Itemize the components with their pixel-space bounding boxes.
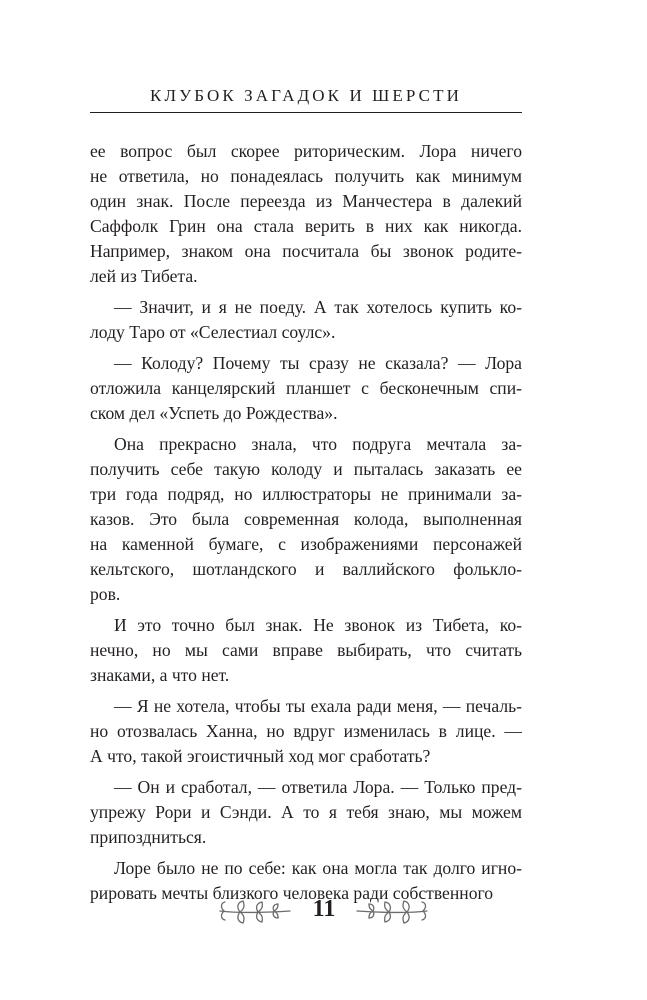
text-line: — Я не хотела, чтобы ты ехала ради меня, — печаль-	[114, 696, 522, 716]
text-line: ров.	[90, 584, 121, 604]
text-line: казов. Это была современная колода, выполненная	[90, 509, 522, 529]
text-line: — Колоду? Почему ты сразу не сказала? — Лора	[114, 353, 522, 373]
leaf-branch-icon	[355, 898, 429, 924]
text-line: — Значит, и я не поеду. А так хотелось купить ко-	[114, 297, 522, 317]
text-line: три года подряд, но иллюстраторы не принимали за-	[90, 484, 522, 504]
text-line: один знак. После переезда из Манчестера в далекий	[90, 191, 522, 211]
text-line: Лоре было не по себе: как она могла так долго игно-	[114, 858, 522, 878]
paragraph	[90, 351, 522, 426]
text-line: ее вопрос был скорее риторическим. Лора ничего	[90, 141, 522, 161]
text-line: отложила канцелярский планшет с бесконечным спи-	[90, 378, 522, 398]
ornament-right	[355, 898, 429, 929]
body-text	[90, 139, 522, 906]
paragraph	[90, 295, 522, 345]
text-line: — Он и сработал, — ответила Лора. — Только пред-	[114, 777, 522, 797]
paragraph	[90, 432, 522, 607]
text-line: рировать мечты близкого человека ради собственного	[90, 883, 494, 903]
text-line: не ответила, но понадеялась получить как минимум	[90, 166, 522, 186]
text-line: А что, такой эгоистичный ход мог сработать?	[90, 746, 431, 766]
folio	[0, 892, 647, 928]
running-header: КЛУБОК ЗАГАДОК И ШЕРСТИ	[150, 86, 462, 105]
text-line: лоду Таро от «Селестиал соулс».	[90, 322, 336, 342]
ornament-left	[218, 898, 292, 929]
text-line: получить себе такую колоду и пыталась заказать ее	[90, 459, 522, 479]
text-line: припоздниться.	[90, 827, 207, 847]
text-line: лей из Тибета.	[90, 266, 198, 286]
text-line: Она прекрасно знала, что подруга мечтала за-	[114, 434, 522, 454]
paragraph	[90, 139, 522, 289]
text-line: ском дел «Успеть до Рождества».	[90, 403, 338, 423]
paragraph	[90, 694, 522, 769]
text-line: на каменной бумаге, с изображениями персонажей	[90, 534, 522, 554]
text-line: кельтского, шотландского и валлийского фолькло-	[90, 559, 522, 579]
text-line: Например, знаком она посчитала бы звонок родите-	[90, 241, 522, 261]
header-rule	[90, 112, 522, 113]
paragraph	[90, 613, 522, 688]
text-line: упрежу Рори и Сэнди. А то я тебя знаю, мы можем	[90, 802, 522, 822]
text-line: но отозвалась Ханна, но вдруг изменилась в лице. —	[90, 721, 522, 741]
text-line: нечно, но мы сами вправе выбирать, что считать	[90, 640, 522, 660]
text-line: И это точно был знак. Не звонок из Тибета, ко-	[114, 615, 522, 635]
page-number: 11	[312, 896, 336, 922]
leaf-branch-icon	[218, 898, 292, 924]
text-line: Саффолк Грин она стала верить в них как никогда.	[90, 216, 522, 236]
text-line: знаками, а что нет.	[90, 665, 230, 685]
paragraph	[90, 775, 522, 850]
